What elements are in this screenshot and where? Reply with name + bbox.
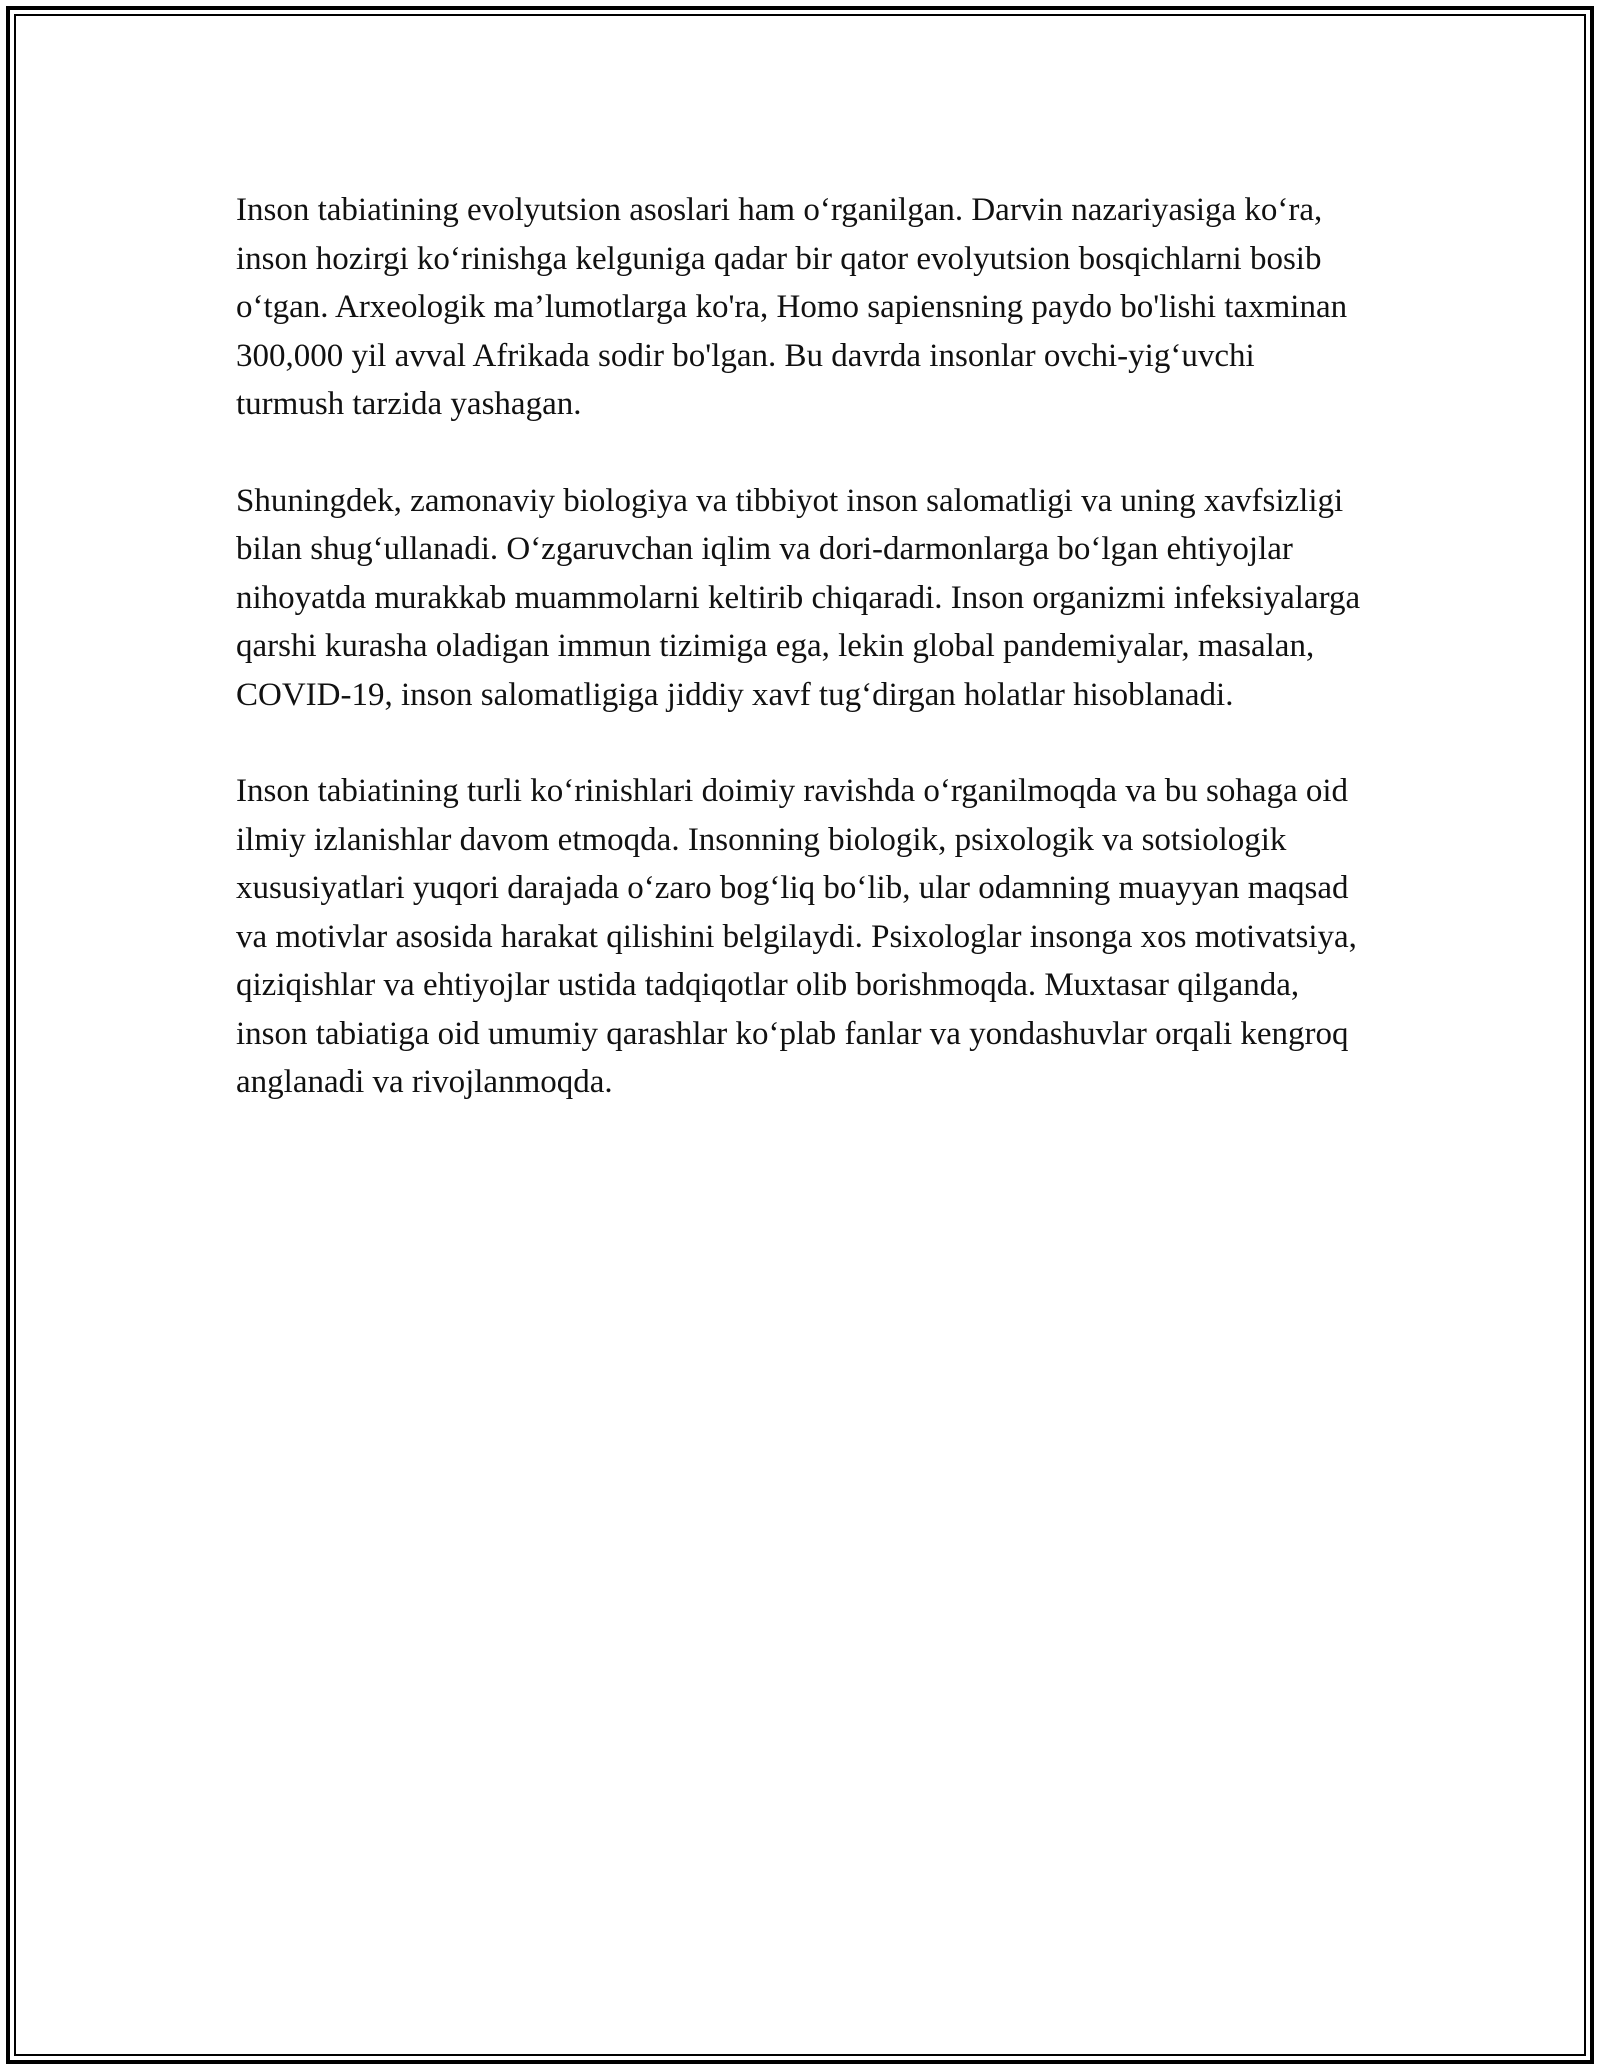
document-body [236,186,1366,1107]
paragraph-health: Shuningdek, zamonaviy biologiya va tibbiyot inson salomatligi va uning xavfsizligi bilan shug‘ullanadi. O‘zgaruvchan iqlim va dori-darmonlarga bo‘lgan ehtiyojlar nihoyatda murakkab muammolarni keltirib chiqaradi. Inson organizmi infeksiyalarga qarshi kurasha oladigan immun tizimiga ega, lekin global pandemiyalar, masalan, COVID-19, inson salomatligiga jiddiy xavf tug‘dirgan holatlar hisoblanadi. [236,482,1361,713]
paragraph-evolution: Inson tabiatining evolyutsion asoslari ham o‘rganilgan. Darvin nazariyasiga ko‘ra, inson hozirgi ko‘rinishga kelguniga qadar bir qator evolyutsion bosqichlarni bosib o‘tgan. Arxeologik ma’lumotlarga ko'ra, Homo sapiensning paydo bo'lishi taxminan 300,000 yil avval Afrikada sodir bo'lgan. Bu davrda insonlar ovchi-yig‘uvchi turmush tarzida yashagan. [236,192,1348,422]
paragraph-human-nature: Inson tabiatining turli ko‘rinishlari doimiy ravishda o‘rganilmoqda va bu sohaga oid ilmiy izlanishlar davom etmoqda. Insonning biologik, psixologik va sotsiologik xususiyatlari yuqori darajada o‘zaro bog‘liq bo‘lib, ular odamning muayyan maqsad va motivlar asosida harakat qilishini belgilaydi. Psixologlar insonga xos motivatsiya, qiziqishlar va ehtiyojlar ustida tadqiqotlar olib borishmoqda. Muxtasar qilganda, inson tabiatiga oid umumiy qarashlar ko‘plab fanlar va yondashuvlar orqali kengroq anglanadi va rivojlanmoqda. [236,773,1357,1100]
